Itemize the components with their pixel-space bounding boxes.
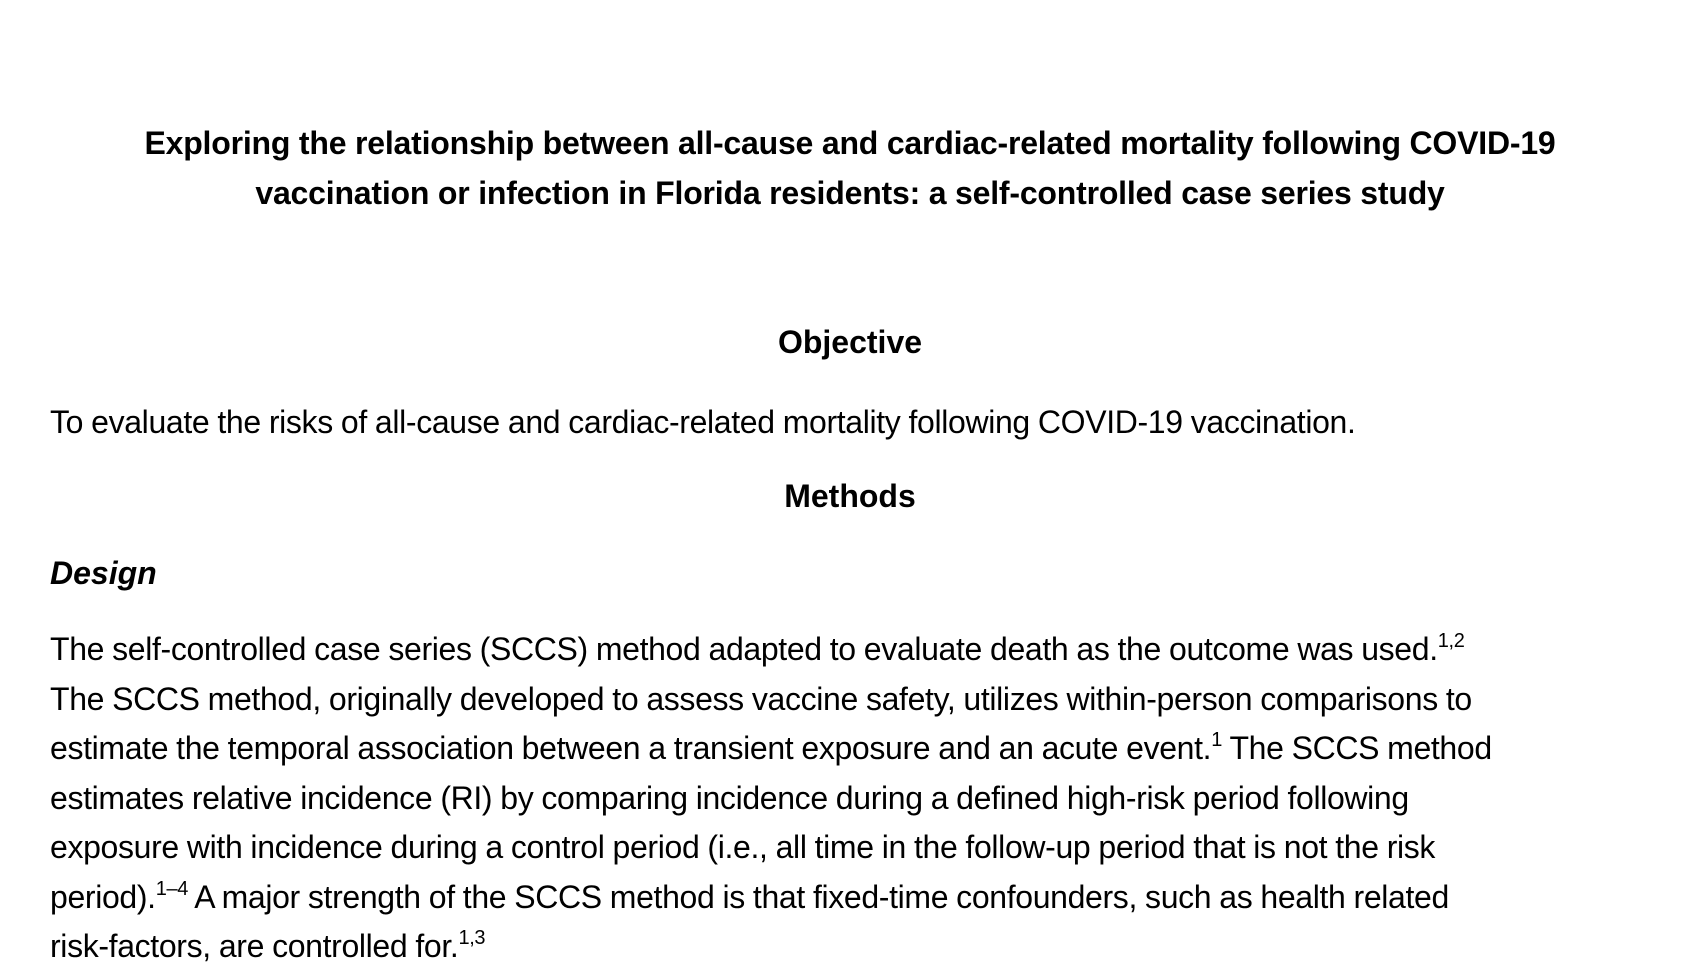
- design-line-text: The SCCS method, originally developed to assess vaccine safety, utilizes within-person comparisons to: [50, 680, 1472, 717]
- citation-superscript: 1,3: [458, 927, 486, 949]
- design-line: [50, 675, 1670, 725]
- methods-heading: Methods: [784, 478, 916, 514]
- design-line: [50, 922, 1670, 972]
- citation-superscript: 1,2: [1437, 630, 1465, 652]
- design-line: [50, 774, 1670, 824]
- design-line-text: The self-controlled case series (SCCS) method adapted to evaluate death as the outcome was used.: [50, 631, 1438, 667]
- objective-text: To evaluate the risks of all-cause and cardiac-related mortality following COVID-19 vaccination.: [50, 404, 1356, 440]
- objective-heading: Objective: [777, 324, 923, 360]
- design-line-text: estimate the temporal association between a transient exposure and an acute event.: [50, 730, 1212, 766]
- design-line: [50, 823, 1670, 873]
- design-line-text: estimates relative incidence (RI) by comparing incidence during a defined high-risk period following: [50, 779, 1409, 816]
- design-line-text: A major strength of the SCCS method is that fixed-time confounders, such as health related: [188, 878, 1449, 915]
- paper-title: Exploring the relationship between all-cause and cardiac-related mortality following COVID-19 vaccination or infection in Florida residents: a self-controlled case series study: [144, 125, 1556, 211]
- citation-superscript: 1–4: [155, 877, 189, 900]
- design-line-text: The SCCS method: [1222, 730, 1492, 766]
- design-line-text: period).: [50, 878, 156, 915]
- design-line-text: risk-factors, are controlled for.: [50, 928, 459, 964]
- design-paragraph: [50, 625, 1670, 972]
- design-subheading: Design: [50, 555, 157, 591]
- design-line: [50, 724, 1670, 774]
- design-line: [50, 625, 1670, 675]
- design-line-text: exposure with incidence during a control period (i.e., all time in the follow-up period that is not the risk: [50, 829, 1436, 865]
- design-line: [50, 873, 1670, 923]
- citation-superscript: 1: [1211, 729, 1222, 751]
